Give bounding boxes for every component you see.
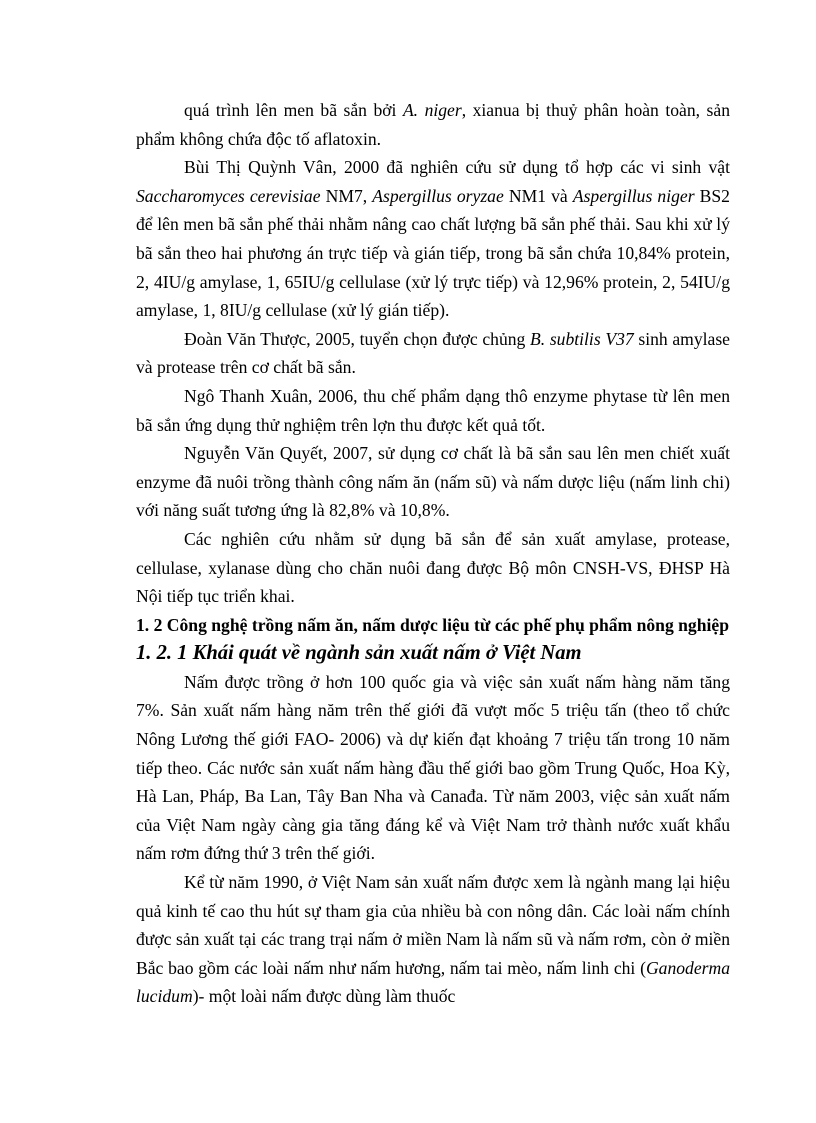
paragraph-doan-van-thuoc: Đoàn Văn Thược, 2005, tuyển chọn được chủng B. subtilis V37 sinh amylase và protease trên cơ chất bã sắn. xyxy=(136,328,730,378)
paragraph-nguyen-van-quyet: Nguyễn Văn Quyết, 2007, sử dụng cơ chất là bã sắn sau lên men chiết xuất enzyme đã nuôi trồng thành công nấm ăn (nấm sũ) và nấm dược liệu (nấm linh chi) với năng suất tương ứng là 82,8% và 10,8%. xyxy=(136,443,730,521)
paragraph-bui-thi-quynh-van: Bùi Thị Quỳnh Vân, 2000 đã nghiên cứu sử dụng tổ hợp các vi sinh vật Saccharomyces cerevisiae NM7, Aspergillus oryzae NM1 và Aspergillus niger BS2 để lên men bã sắn phế thải nhằm nâng cao chất lượng bã sắn phế thải. Sau khi xử lý bã sắn theo hai phương án trực tiếp và gián tiếp, trong bã sắn chứa 10,84% protein, 2, 4IU/g amylase, 1, 65IU/g cellulase (xử lý trực tiếp) và 12,96% protein, 2, 54IU/g amylase, 1, 8IU/g cellulase (xử lý gián tiếp). xyxy=(136,157,730,321)
paragraph-cac-nghien-cuu: Các nghiên cứu nhằm sử dụng bã sắn để sản xuất amylase, protease, cellulase, xylanase dùng cho chăn nuôi đang được Bộ môn CNSH-VS, ĐHSP Hà Nội tiếp tục triển khai. xyxy=(136,528,730,607)
paragraph-nam-duoc-trong: Nấm được trồng ở hơn 100 quốc gia và việc sản xuất nấm hàng năm tăng 7%. Sản xuất nấm hàng năm trên thế giới đã vượt mốc 5 triệu tấn (theo tổ chức Nông Lương thế giới FAO- 2006) và dự kiến đạt khoảng 7 triệu tấn trong 10 năm tiếp theo. Các nước sản xuất nấm hàng đầu thế giới bao gồm Trung Quốc, Hoa Kỳ, Hà Lan, Pháp, Ba Lan, Tây Ban Nha và Canađa. Từ năm 2003, việc sản xuất nấm của Việt Nam ngày càng gia tăng đáng kể và Việt Nam trở thành nước xuất khẩu nấm rơm đứng thứ 3 trên thế giới. xyxy=(136,671,730,864)
paragraph-aflatoxin: quá trình lên men bã sắn bởi A. niger, xianua bị thuỷ phân hoàn toàn, sản phẩm không chứa độc tố aflatoxin. xyxy=(136,100,730,149)
section-heading: 1. 2 Công nghệ trồng nấm ăn, nấm dược liệu từ các phế phụ phẩm nông nghiệp xyxy=(136,614,729,635)
paragraph-ngo-thanh-xuan: Ngô Thanh Xuân, 2006, thu chế phẩm dạng thô enzyme phytase từ lên men bã sắn ứng dụng thử nghiệm trên lợn thu được kết quả tốt. xyxy=(136,385,730,435)
document-page xyxy=(136,96,730,1011)
subsection-heading: 1. 2. 1 Khái quát về ngành sản xuất nấm ở Việt Nam xyxy=(136,642,582,665)
paragraph-ke-tu-nam-1990: Kể từ năm 1990, ở Việt Nam sản xuất nấm được xem là ngành mang lại hiệu quả kinh tế cao thu hút sự tham gia của nhiều bà con nông dân. Các loài nấm chính được sản xuất tại các trang trại nấm ở miền Nam là nấm sũ và nấm rơm, còn ở miền Bắc bao gồm các loài nấm như nấm hương, nấm tai mèo, nấm linh chi (Ganoderma lucidum)- một loài nấm được dùng làm thuốc xyxy=(136,872,730,1007)
